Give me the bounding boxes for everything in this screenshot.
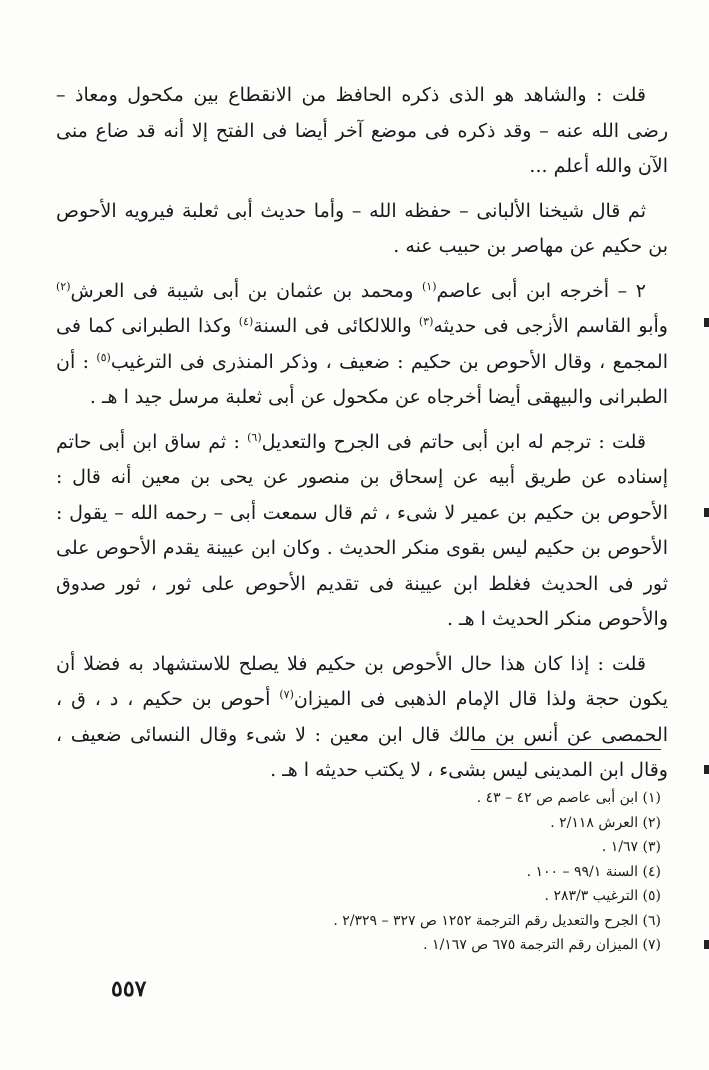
text-segment: : ثم ساق ابن أبى حاتم إسناده عن طريق أبيه عن إسحاق بن منصور عن يحى بن معين أنه قال : الأحوص بن حكيم بن عمير لا شىء ، ثم قال سمعت أبى – رحمه الله – يقول : الأحوص بن حكيم ليس بقوى منكر الحديث . وكان ابن عيينة يقدم الأحوص على ثور فى الحديث فغلط ابن عيينة فى تقديم الأحوص على ثور ، ثور صدوق والأحوص منكر الحديث ا هـ . xyxy=(56,430,668,630)
margin-mark xyxy=(704,765,709,774)
footnote-2: (٢) العرش ٢/١١٨ . xyxy=(550,814,661,831)
text-segment: قلت : ترجم له ابن أبى حاتم فى الجرح والتعديل xyxy=(261,430,646,453)
margin-mark xyxy=(704,318,709,327)
paragraph-4 xyxy=(56,425,668,638)
text-segment: : أن الطبرانى والبيهقى أيضا أخرجاه عن مكحول عن أبى ثعلبة مرسل جيد ا هـ . xyxy=(56,350,668,408)
paragraph-3 xyxy=(56,274,668,416)
main-text xyxy=(56,78,668,798)
footnote-ref-6[interactable]: (٦) xyxy=(247,430,262,444)
footnote-ref-5[interactable]: (٥) xyxy=(96,350,111,364)
footnote-3: (٣) ١/٦٧ . xyxy=(601,839,661,855)
footnote-6: (٦) الجرح والتعديل رقم الترجمة ١٢٥٢ ص ٣٢٧ – ٢/٣٢٩ . xyxy=(333,912,661,929)
footnote-1: (١) ابن أبى عاصم ص ٤٢ – ٤٣ . xyxy=(476,790,661,806)
footnote-ref-4[interactable]: (٤) xyxy=(238,315,254,328)
footnote-divider xyxy=(471,749,661,750)
page-number: ٥٥٧ xyxy=(111,976,147,1002)
footnote-ref-2[interactable]: (٢) xyxy=(56,279,71,293)
paragraph-2: ثم قال شيخنا الألبانى – حفظه الله – وأما حديث أبى ثعلبة فيرويه الأحوص بن حكيم عن مهاصر بن حبيب عنه . xyxy=(56,199,668,257)
footnotes xyxy=(101,786,661,958)
text-segment: أحوص بن حكيم ، د ، ق ، الحمصى عن أنس بن مالك قال ابن معين : لا شىء وقال النسائى ضعيف ، وقال ابن المدينى ليس بشىء ، لا يكتب حديثه ا هـ . xyxy=(56,688,668,781)
footnote-7: (٧) الميزان رقم الترجمة ٦٧٥ ص ١/١٦٧ . xyxy=(423,937,661,953)
margin-mark xyxy=(704,940,709,949)
margin-mark xyxy=(704,508,709,517)
paragraph-5 xyxy=(56,647,668,789)
text-segment: قلت : إذا كان هذا حال الأحوص بن حكيم فلا يصلح للاستشهاد به فضلا أن يكون حجة ولذا قال الإمام الذهبى فى الميزان xyxy=(56,652,669,710)
paragraph-1: قلت : والشاهد هو الذى ذكره الحافظ من الانقطاع بين مكحول ومعاذ – رضى الله عنه – وقد ذكره فى موضع آخر أيضا فى الفتح إلا أنه قد ضاع منى الآن والله أعلم ... xyxy=(56,84,668,177)
footnote-4: (٤) السنة ٩٩/١ – ١٠٠ . xyxy=(526,863,661,880)
footnote-ref-3[interactable]: (٣) xyxy=(418,315,434,328)
footnote-ref-7[interactable]: (٧) xyxy=(279,688,294,701)
text-segment: وأبو القاسم الأزجى فى حديثه xyxy=(433,315,668,337)
footnote-ref-1[interactable]: (١) xyxy=(421,279,437,293)
footnote-5: (٥) الترغيب ٢٨٣/٣ . xyxy=(544,888,661,904)
text-segment: ٢ – أخرجه ابن أبى عاصم xyxy=(436,279,646,302)
text-segment: وكذا الطبرانى كما فى المجمع ، وقال الأحوص بن حكيم : ضعيف ، وذكر المنذرى فى الترغيب xyxy=(56,315,668,373)
text-segment: واللالكائى فى السنة xyxy=(253,315,419,337)
text-segment: ومحمد بن عثمان بن أبى شيبة فى العرش xyxy=(70,279,422,302)
